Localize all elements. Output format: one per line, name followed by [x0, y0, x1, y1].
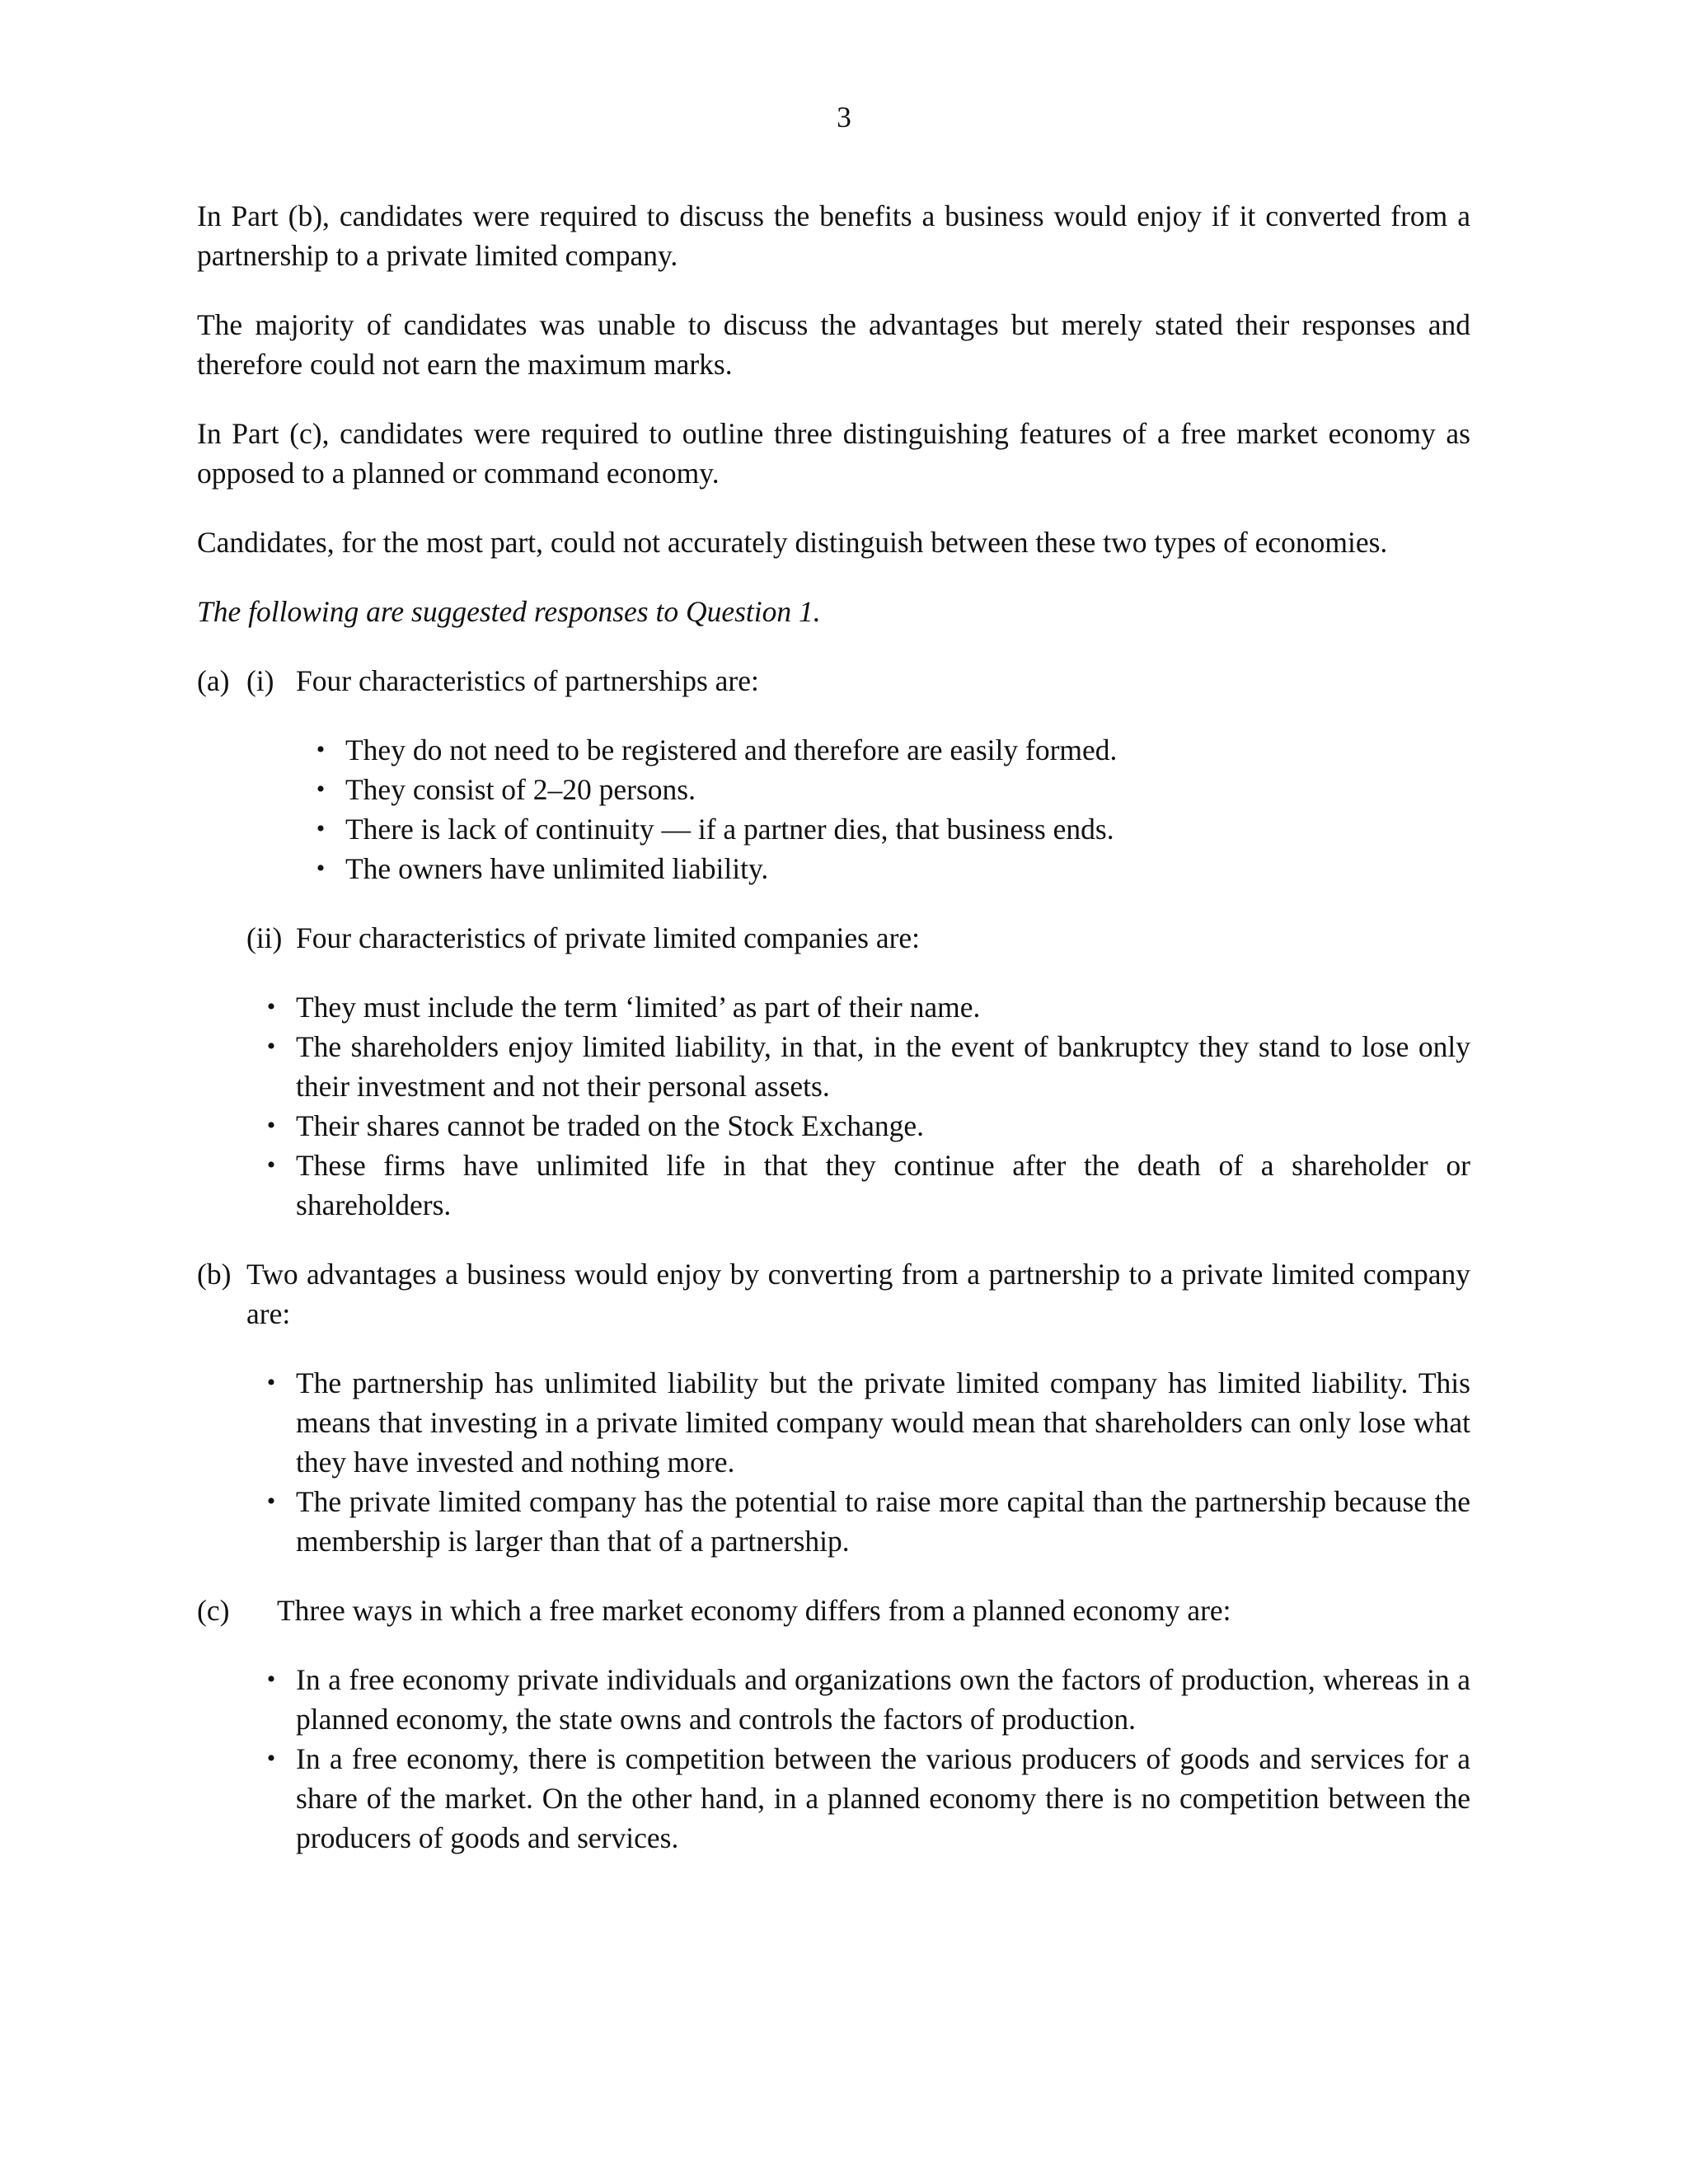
bullet-icon: • [266, 1033, 276, 1060]
bullet-icon: • [316, 855, 326, 882]
bullet-icon: • [266, 1666, 276, 1693]
page-number: 3 [837, 101, 851, 134]
list-item: • They do not need to be registered and therefore are easily formed. [296, 730, 1470, 770]
part-b-list [246, 1363, 1470, 1561]
list-item: • In a free economy private individuals and organizations own the factors of production, whereas in a planned economy, the state owns and controls the factors of production. [246, 1660, 1470, 1739]
bullet-icon: • [266, 1151, 276, 1179]
part-a-i-label: (i) [246, 664, 274, 697]
bullet-icon: • [266, 993, 276, 1020]
part-a-ii-heading-text: Four characteristics of private limited companies are: [296, 921, 921, 954]
intro-paragraph-part-c: In Part (c), candidates were required to outline three distinguishing features of a free market economy as opposed to a planned or command economy. [197, 417, 1470, 490]
list-item: • Their shares cannot be traded on the Stock Exchange. [246, 1106, 1470, 1146]
intro-paragraph-majority: The majority of candidates was unable to discuss the advantages but merely stated their responses and therefore could not earn the maximum marks. [197, 308, 1470, 381]
part-a-ii-list [246, 987, 1470, 1225]
part-a-i-heading [197, 661, 1470, 701]
part-c-heading-text: Three ways in which a free market economy differs from a planned economy are: [277, 1594, 1231, 1627]
list-item: • The shareholders enjoy limited liability, in that, in the event of bankruptcy they stand to lose only their investment and not their personal assets. [246, 1027, 1470, 1106]
bullet-icon: • [316, 815, 326, 842]
part-b-heading [197, 1254, 1470, 1333]
part-a-ii-label: (ii) [246, 921, 283, 954]
bullet-icon: • [266, 1369, 276, 1396]
list-item: • These firms have unlimited life in that they continue after the death of a shareholder or shareholders. [246, 1146, 1470, 1225]
bullet-icon: • [266, 1488, 276, 1515]
intro-paragraph-part-b: In Part (b), candidates were required to discuss the benefits a business would enjoy if it converted from a partnership to a private limited company. [197, 199, 1470, 272]
part-b-heading-text: Two advantages a business would enjoy by converting from a partnership to a private limited company are: [246, 1258, 1470, 1330]
list-item: • They consist of 2–20 persons. [296, 770, 1470, 809]
list-item: • The owners have unlimited liability. [296, 849, 1470, 888]
part-c-list [246, 1660, 1470, 1858]
bullet-icon: • [266, 1112, 276, 1139]
list-item: • They must include the term ‘limited’ as part of their name. [246, 987, 1470, 1027]
part-a-i-heading-text: Four characteristics of partnerships are: [296, 664, 759, 697]
bullet-icon: • [316, 776, 326, 803]
list-item: • There is lack of continuity — if a partner dies, that business ends. [296, 809, 1470, 849]
bullet-icon: • [316, 736, 326, 763]
part-a-i-list [296, 730, 1470, 888]
part-c-label: (c) [197, 1594, 230, 1627]
intro-paragraph-candidates: Candidates, for the most part, could not accurately distinguish between these two types of economies. [197, 526, 1388, 559]
document-body [197, 196, 1470, 1887]
suggested-responses-heading: The following are suggested responses to Question 1. [197, 595, 821, 628]
list-item: • The private limited company has the potential to raise more capital than the partnership because the membership is larger than that of a partnership. [246, 1482, 1470, 1561]
part-a-ii-heading [246, 918, 1470, 958]
part-c-heading [197, 1591, 1470, 1630]
bullet-icon: • [266, 1745, 276, 1772]
part-a-label: (a) [197, 664, 230, 697]
part-b-label: (b) [197, 1258, 232, 1291]
list-item: • The partnership has unlimited liability but the private limited company has limited liability. This means that investing in a private limited company would mean that shareholders can only lose what they have invested and nothing more. [246, 1363, 1470, 1482]
list-item: • In a free economy, there is competition between the various producers of goods and services for a share of the market. On the other hand, in a planned economy there is no competition between the producers of goods and services. [246, 1739, 1470, 1858]
